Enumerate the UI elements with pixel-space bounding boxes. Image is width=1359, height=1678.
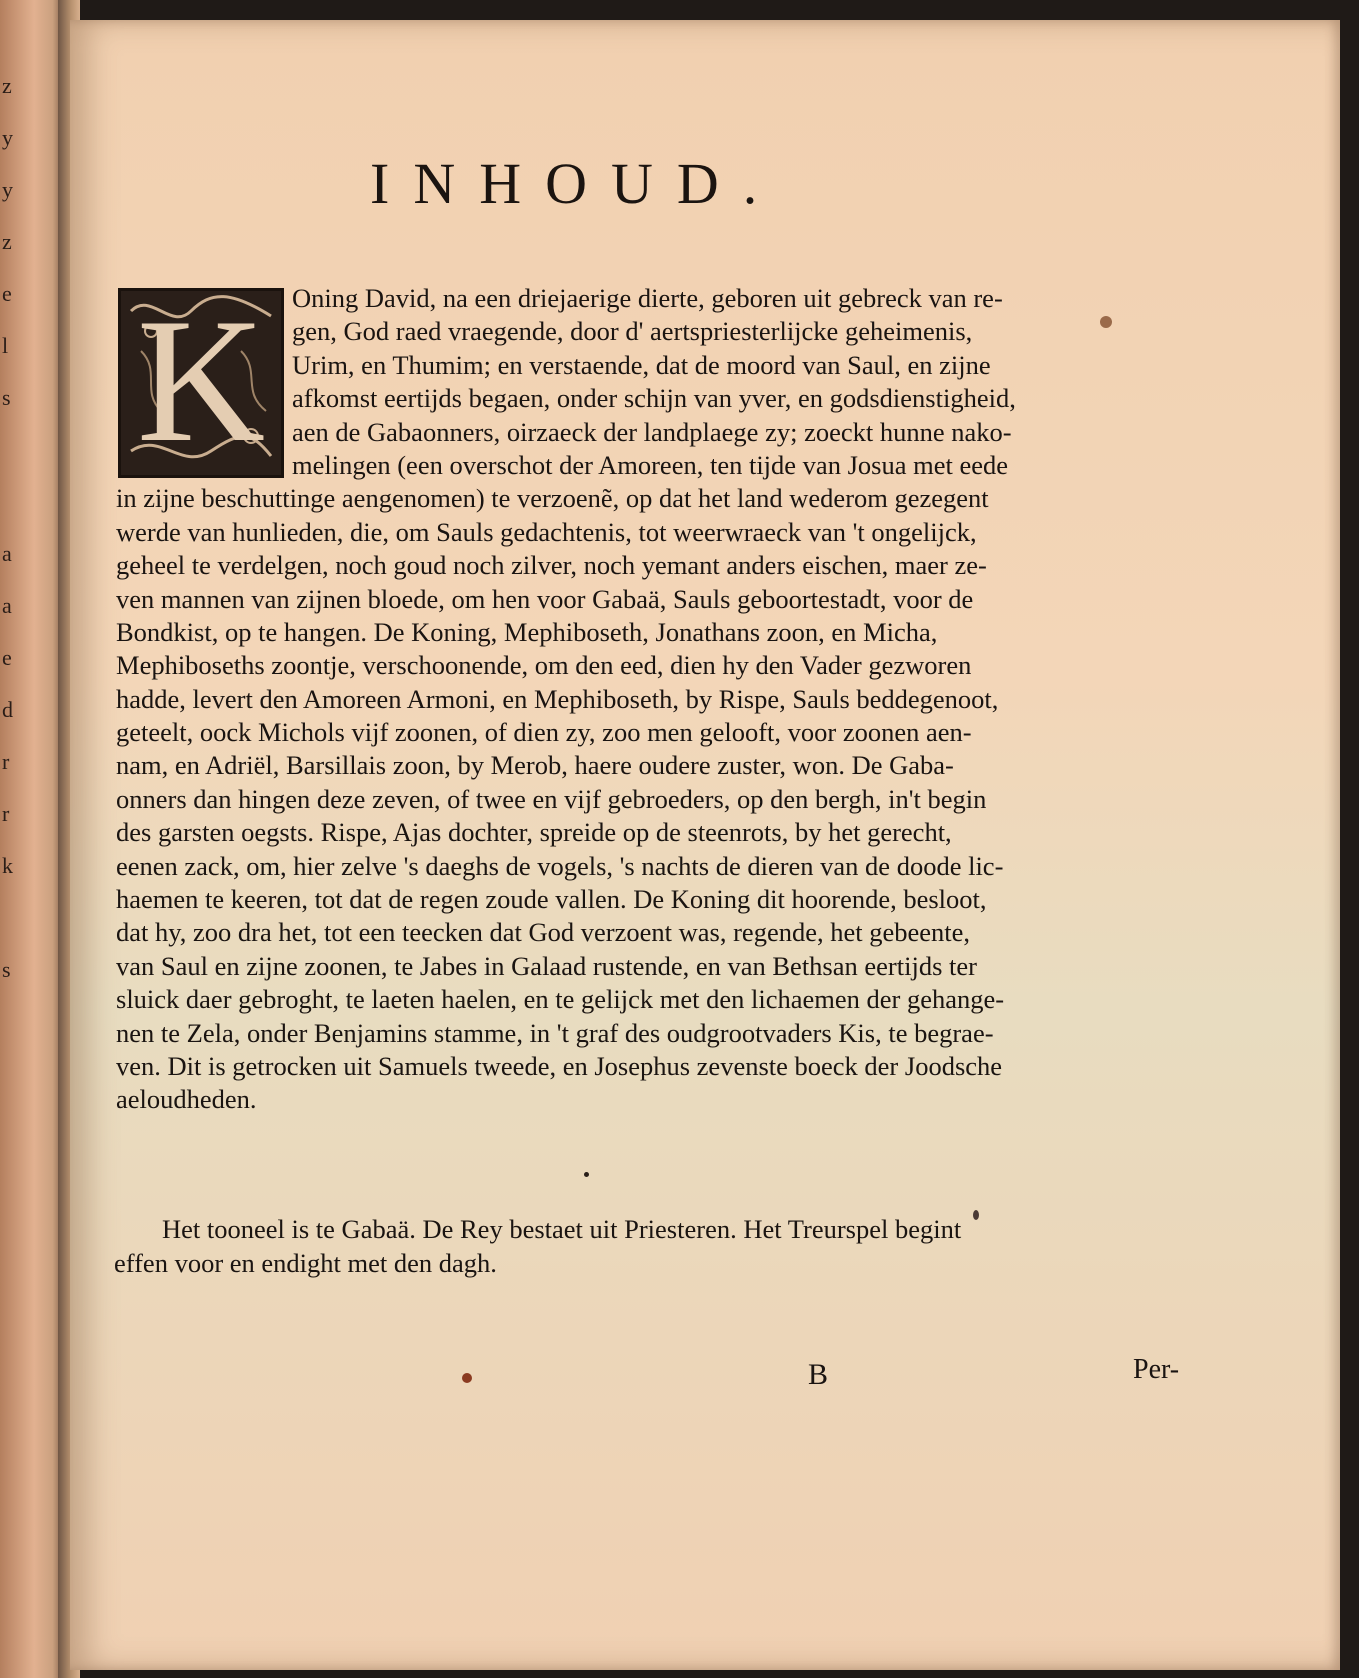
text-line: afkomst eertijds begaen, onder schijn van yver, en godsdienstigheid, [292, 383, 1016, 414]
text-line: Mephiboseths zoontje, verschoonende, om den eed, dien hy den Vader gezworen [116, 650, 972, 681]
margin-fragment: r [2, 749, 10, 774]
setting-note [114, 1212, 1224, 1280]
margin-fragment [2, 892, 26, 944]
text-line: nen te Zela, onder Benjamins stamme, in 't graf des oudgrootvaders Kis, te begrae- [116, 1017, 994, 1048]
text-line: des garsten oegsts. Rispe, Ajas dochter, spreide op de steenrots, by het gerecht, [116, 817, 952, 848]
text-line: gen, God raed vraegende, door d' aertspriesterlijcke geheimenis, [292, 316, 973, 347]
left-page-margin-text [2, 60, 26, 996]
left-page-edge [0, 0, 62, 1678]
margin-fragment: y [2, 177, 13, 202]
text-line: geteelt, oock Michols vijf zoonen, of dien zy, zoo men gelooft, voor zoonen aen- [116, 717, 972, 748]
margin-fragment: s [2, 957, 11, 982]
drop-cap-letter: K [136, 288, 266, 478]
text-line: melingen (een overschot der Amoreen, ten tijde van Josua met eede [292, 449, 1008, 480]
text-line: sluick daer gebroght, te laeten haelen, en te gelijck met den lichaemen der gehange- [116, 984, 1005, 1015]
text-line: ven mannen van zijnen bloede, om hen voor Gabaä, Sauls geboortestadt, voor de [116, 583, 974, 614]
text-line: onners dan hingen deze zeven, of twee en vijf gebroeders, op den bergh, in't begin [116, 783, 987, 814]
margin-fragment [2, 424, 26, 476]
text-line: dat hy, zoo dra het, tot een teecken dat God verzoent was, regende, het gebeente, [116, 917, 971, 948]
margin-fragment: d [2, 697, 13, 722]
margin-fragment: z [2, 229, 12, 254]
text-line: van Saul en zijne zoonen, te Jabes in Galaad rustende, en van Bethsan eertijds ter [116, 950, 977, 981]
margin-fragment: s [2, 385, 11, 410]
catchword: Per- [1133, 1354, 1180, 1385]
signature-mark: B [808, 1358, 829, 1391]
margin-fragment: e [2, 281, 12, 306]
text-line: nam, en Adriël, Barsillais zoon, by Merob, haere oudere zuster, won. De Gaba- [116, 750, 954, 781]
text-line: in zijne beschuttinge aengenomen) te verzoenẽ, op dat het land wederom gezegent [116, 483, 989, 514]
margin-fragment: k [2, 853, 13, 878]
text-line: Bondkist, op te hangen. De Koning, Mephiboseth, Jonathans zoon, en Micha, [116, 616, 938, 647]
separator-dot [584, 1172, 589, 1177]
text-line: aeloudheden. [116, 1084, 257, 1115]
ink-stain [462, 1373, 472, 1383]
text-line: Oning David, na een driejaerige dierte, geboren uit gebreck van re- [292, 283, 1003, 313]
margin-fragment: z [2, 73, 12, 98]
text-line: Urim, en Thumim; en verstaende, dat de moord van Saul, en zijne [292, 349, 991, 380]
text-line: ven. Dit is getrocken uit Samuels tweede, en Josephus zevenste boeck der Joodsche [116, 1050, 1003, 1081]
margin-fragment: l [2, 333, 9, 358]
summary-body [116, 282, 1220, 1117]
text-line: werde van hunlieden, die, om Sauls gedachtenis, tot weerwraeck van 't ongelijck, [116, 516, 977, 547]
margin-fragment [2, 476, 26, 528]
text-line: eenen zack, om, hier zelve 's daeghs de vogels, 's nachts de dieren van de doode lic- [116, 850, 1004, 881]
margin-fragment: a [2, 593, 12, 618]
text-line: geheel te verdelgen, noch goud noch zilver, noch yemant anders eischen, maer ze- [116, 550, 987, 581]
page-title: INHOUD. [370, 151, 782, 216]
text-line: hadde, levert den Amoreen Armoni, en Mephiboseth, by Rispe, Sauls beddegenoot, [116, 683, 999, 714]
setting-line: Het tooneel is te Gabaä. De Rey bestaet uit Priesteren. Het Treurspel begint [162, 1214, 962, 1244]
margin-fragment: y [2, 125, 13, 150]
text-line: haemen te keeren, tot dat de regen zoude vallen. De Koning dit hoorende, besloot, [116, 884, 987, 915]
margin-fragment: r [2, 801, 10, 826]
margin-fragment: e [2, 645, 12, 670]
margin-fragment: a [2, 541, 12, 566]
text-line: aen de Gabaonners, oirzaeck der landplaege zy; zoeckt hunne nako- [292, 416, 1012, 447]
setting-line: effen voor en endight met den dagh. [114, 1248, 497, 1278]
